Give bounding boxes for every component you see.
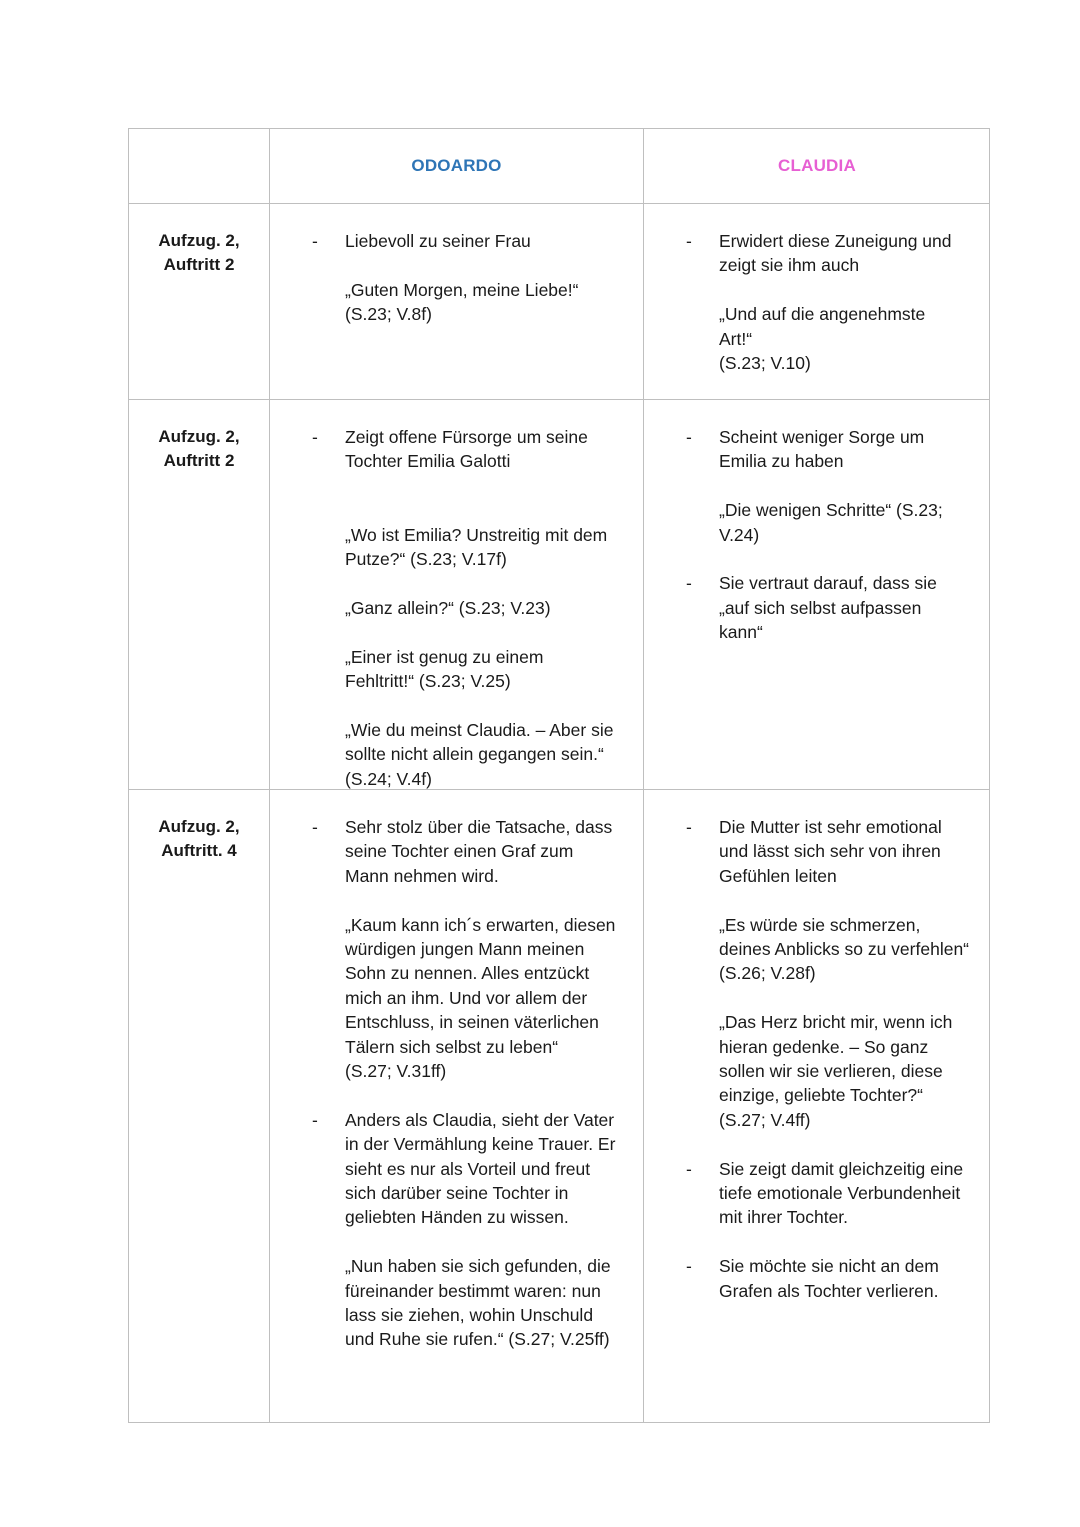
text-line: Die Mutter ist sehr emotional bbox=[719, 817, 942, 837]
bullet-item bbox=[644, 425, 990, 474]
bullet-dash: - bbox=[312, 1109, 318, 1130]
text-line: „auf sich selbst aufpassen bbox=[719, 597, 922, 618]
row-label: Aufzug. 2, Auftritt 2 bbox=[158, 427, 240, 470]
text-line: „Ganz allein?“ (S.23; V.23) bbox=[345, 597, 551, 618]
text-line: und Ruhe sie rufen.“ (S.27; V.25ff) bbox=[345, 1329, 610, 1350]
text-line: V.24) bbox=[719, 524, 760, 545]
quote-item bbox=[270, 718, 643, 791]
text-line: Putze?“ (S.23; V.17f) bbox=[345, 549, 507, 569]
text-line: (S.26; V.28f) bbox=[719, 963, 816, 984]
text-line: Fehltritt!“ (S.23; V.25) bbox=[345, 671, 511, 691]
text-line: (S.24; V.4f) bbox=[345, 768, 432, 789]
text-line: in der Vermählung keine Trauer. Er bbox=[345, 1134, 616, 1155]
text-line: sollen wir sie verlieren, diese bbox=[719, 1061, 943, 1082]
text-line: Zeigt offene Fürsorge um seine bbox=[345, 427, 588, 447]
text-line: „Kaum kann ich´s erwarten, diesen bbox=[345, 914, 616, 935]
text-line: hieran gedenke. – So ganz bbox=[719, 1036, 929, 1057]
text-line: „Wie du meinst Claudia. – Aber sie bbox=[345, 719, 614, 740]
text-line: (S.23; V.8f) bbox=[345, 304, 432, 325]
text-line: Scheint weniger Sorge um bbox=[719, 427, 925, 447]
text-line: lass sie ziehen, wohin Unschuld bbox=[345, 1305, 594, 1326]
text-line: und lässt sich sehr von ihren bbox=[719, 841, 941, 862]
quote-item bbox=[270, 1254, 643, 1352]
text-line: „Es würde sie schmerzen, bbox=[719, 914, 921, 935]
text-line: Sehr stolz über die Tatsache, dass bbox=[345, 817, 613, 837]
text-line: Mann nehmen wird. bbox=[345, 865, 499, 886]
row-label: Aufzug. 2, Auftritt. 4 bbox=[158, 817, 240, 860]
text-line: Entschluss, in seinen väterlichen bbox=[345, 1012, 599, 1033]
bullet-dash: - bbox=[686, 573, 692, 594]
text-line: Art!“ bbox=[719, 328, 753, 349]
quote-item bbox=[270, 645, 643, 694]
text-line: „Einer ist genug zu einem bbox=[345, 646, 544, 667]
quote-item bbox=[270, 596, 643, 620]
row-label: Aufzug. 2, Auftritt 2 bbox=[158, 231, 240, 274]
bullet-item bbox=[270, 815, 643, 888]
bullet-dash: - bbox=[686, 231, 692, 251]
cell-odoardo bbox=[270, 425, 643, 791]
text-line: „Wo ist Emilia? Unstreitig mit dem bbox=[345, 524, 608, 545]
text-line: füreinander bestimmt waren: nun bbox=[345, 1280, 601, 1301]
text-line: sieht es nur als Vorteil und freut bbox=[345, 1158, 591, 1179]
bullet-item bbox=[270, 425, 643, 474]
quote-item bbox=[644, 498, 990, 547]
text-line: Tälern sich selbst zu leben“ bbox=[345, 1036, 559, 1057]
cell-claudia bbox=[644, 425, 990, 645]
text-line: Erwidert diese Zuneigung und bbox=[719, 231, 952, 251]
text-line: deines Anblicks so zu verfehlen“ bbox=[719, 939, 969, 960]
column-header-claudia bbox=[644, 129, 990, 203]
quote-item bbox=[644, 913, 990, 986]
text-line: Anders als Claudia, sieht der Vater bbox=[345, 1109, 615, 1130]
claudia-label: CLAUDIA bbox=[778, 156, 856, 175]
bullet-dash: - bbox=[312, 817, 318, 837]
cell-claudia bbox=[644, 229, 990, 375]
quote-item bbox=[270, 913, 643, 1084]
bullet-item bbox=[644, 815, 990, 888]
text-line: geliebten Händen zu wissen. bbox=[345, 1207, 569, 1228]
text-line: (S.23; V.10) bbox=[719, 353, 811, 374]
text-line: Sie vertraut darauf, dass sie bbox=[719, 573, 937, 594]
text-line: tiefe emotionale Verbundenheit bbox=[719, 1183, 961, 1204]
text-line: Tochter Emilia Galotti bbox=[345, 451, 511, 472]
text-line: Sie möchte sie nicht an dem bbox=[719, 1256, 939, 1277]
text-line: „Die wenigen Schritte“ (S.23; bbox=[719, 500, 943, 521]
text-line: Sohn zu nennen. Alles entzückt bbox=[345, 963, 590, 984]
quote-item bbox=[270, 278, 643, 327]
row-divider bbox=[129, 399, 989, 400]
bullet-dash: - bbox=[312, 427, 318, 447]
text-line: sich darüber seine Tochter in bbox=[345, 1183, 569, 1204]
bullet-item bbox=[644, 1157, 990, 1230]
text-line: „Nun haben sie sich gefunden, die bbox=[345, 1256, 611, 1277]
text-line: (S.27; V.31ff) bbox=[345, 1061, 447, 1082]
text-line: Sie zeigt damit gleichzeitig eine bbox=[719, 1158, 964, 1179]
bullet-dash: - bbox=[686, 1256, 692, 1277]
bullet-item bbox=[270, 229, 643, 253]
text-line: würdigen jungen Mann meinen bbox=[345, 939, 585, 960]
text-line: seine Tochter einen Graf zum bbox=[345, 841, 574, 862]
text-line: Grafen als Tochter verlieren. bbox=[719, 1280, 939, 1301]
text-line: Emilia zu haben bbox=[719, 451, 844, 472]
cell-claudia bbox=[644, 815, 990, 1303]
text-line: Liebevoll zu seiner Frau bbox=[345, 231, 531, 251]
text-line: einzige, geliebte Tochter?“ bbox=[719, 1085, 923, 1106]
text-line: mit ihrer Tochter. bbox=[719, 1207, 849, 1228]
text-line: „Guten Morgen, meine Liebe!“ bbox=[345, 279, 579, 300]
cell-odoardo bbox=[270, 229, 643, 327]
text-line: (S.27; V.4ff) bbox=[719, 1109, 811, 1130]
row-divider bbox=[129, 203, 989, 204]
quote-item bbox=[644, 302, 990, 375]
bullet-item bbox=[644, 229, 990, 278]
text-line: mich an ihm. Und vor allem der bbox=[345, 987, 588, 1008]
bullet-dash: - bbox=[686, 817, 692, 837]
text-line: zeigt sie ihm auch bbox=[719, 255, 860, 276]
bullet-dash: - bbox=[686, 427, 692, 447]
text-line: sollte nicht allein gegangen sein.“ bbox=[345, 744, 604, 765]
character-comparison-table bbox=[128, 128, 990, 1423]
text-line: „Und auf die angenehmste bbox=[719, 304, 926, 325]
column-header-odoardo bbox=[270, 129, 643, 203]
quote-item bbox=[644, 1010, 990, 1132]
text-line: „Das Herz bricht mir, wenn ich bbox=[719, 1012, 953, 1033]
bullet-item bbox=[644, 1254, 990, 1303]
bullet-dash: - bbox=[312, 231, 318, 251]
bullet-dash: - bbox=[686, 1158, 692, 1179]
bullet-item bbox=[644, 571, 990, 644]
bullet-item bbox=[270, 1108, 643, 1230]
text-line: Gefühlen leiten bbox=[719, 865, 837, 886]
quote-item bbox=[270, 523, 643, 572]
odoardo-label: ODOARDO bbox=[411, 156, 502, 175]
text-line: kann“ bbox=[719, 622, 763, 643]
cell-odoardo bbox=[270, 815, 643, 1352]
